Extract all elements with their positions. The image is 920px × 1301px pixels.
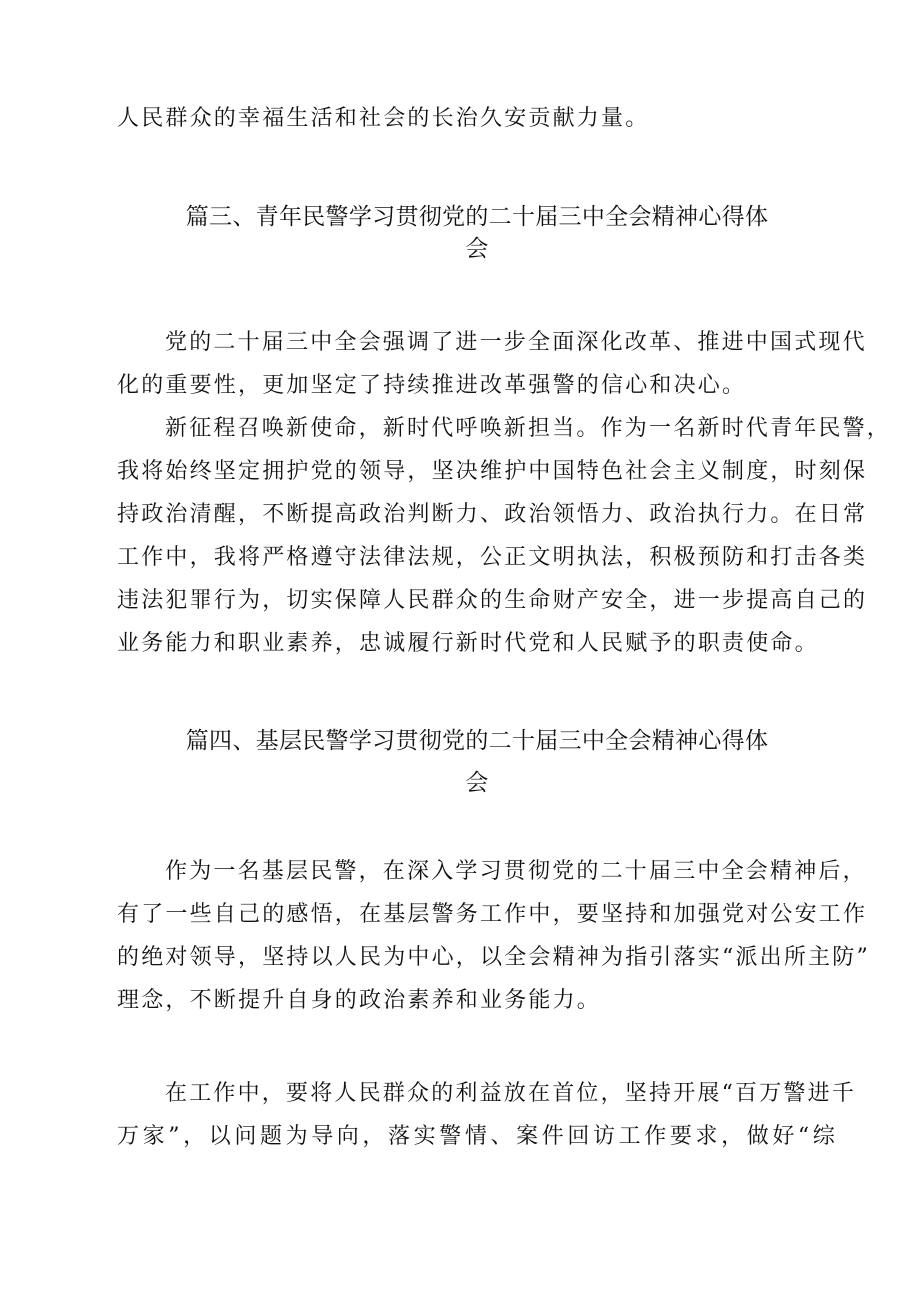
section-3-title-line-1: 篇三、青年民警学习贯彻党的二十届三中全会精神心得体 bbox=[185, 204, 769, 230]
paragraph-line: 有了一些自己的感悟，在基层警务工作中，要坚持和加强党对公安工作 bbox=[117, 902, 868, 927]
paragraph-line: 工作中，我将严格遵守法律法规，公正文明执法，积极预防和打击各类 bbox=[117, 545, 868, 570]
paragraph-line: 的绝对领导，坚持以人民为中心，以全会精神为指引落实“派出所主防” bbox=[117, 945, 870, 970]
paragraph-line: 理念，不断提升自身的政治素养和业务能力。 bbox=[117, 988, 602, 1013]
paragraph-line: 业务能力和职业素养，忠诚履行新时代党和人民赋予的职责使命。 bbox=[117, 631, 819, 656]
paragraph-line: 持政治清醒，不断提高政治判断力、政治领悟力、政治执行力。在日常 bbox=[117, 502, 868, 527]
section-3-title-line-2: 会 bbox=[465, 236, 489, 262]
section-4-title-line-2: 会 bbox=[465, 770, 489, 796]
paragraph-line: 党的二十届三中全会强调了进一步全面深化改革、推进中国式现代 bbox=[165, 330, 867, 355]
intro-tail-line: 人民群众的幸福生活和社会的长治久安贡献力量。 bbox=[117, 106, 650, 131]
paragraph-line: 化的重要性，更加坚定了持续推进改革强警的信心和决心。 bbox=[117, 373, 747, 398]
section-4-title-line-1: 篇四、基层民警学习贯彻党的二十届三中全会精神心得体 bbox=[185, 728, 769, 754]
paragraph-line: 我将始终坚定拥护党的领导，坚决维护中国特色社会主义制度，时刻保 bbox=[117, 459, 868, 484]
paragraph-line: 违法犯罪行为，切实保障人民群众的生命财产安全，进一步提高自己的 bbox=[117, 588, 868, 613]
paragraph-line: 作为一名基层民警，在深入学习贯彻党的二十届三中全会精神后， bbox=[165, 859, 867, 884]
paragraph-line: 新征程召唤新使命，新时代呼唤新担当。作为一名新时代青年民警， bbox=[165, 416, 892, 441]
paragraph-line: 万家”，以问题为导向，落实警情、案件回访工作要求，做好“综 bbox=[117, 1124, 837, 1149]
paragraph-line: 在工作中，要将人民群众的利益放在首位，坚持开展“百万警进千 bbox=[165, 1081, 857, 1106]
